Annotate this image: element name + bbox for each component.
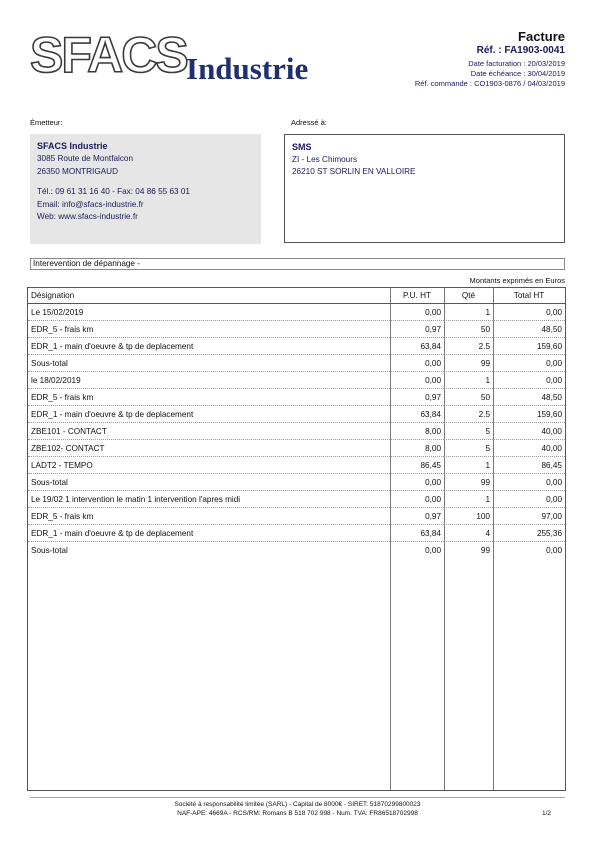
recipient-address-2: 26210 ST SORLIN EN VALLOIRE: [292, 166, 416, 176]
cell-designation: EDR_5 - frais km: [28, 389, 390, 406]
table-row: [28, 372, 565, 389]
cell-quantity: 50: [444, 389, 493, 406]
cell-total: 0,00: [493, 372, 565, 389]
table-row: [28, 321, 565, 338]
cell-quantity: 4: [444, 525, 493, 542]
cell-quantity: 50: [444, 321, 493, 338]
cell-unit-price: 0,00: [425, 545, 441, 555]
cell-quantity: 99: [480, 545, 490, 555]
cell-unit-price: 0,00: [390, 491, 444, 508]
cell-designation: EDR_1 - main d'oeuvre & tp de deplacement: [28, 525, 390, 542]
table-row: [28, 474, 565, 491]
cell-total: 97,00: [493, 508, 565, 525]
footer-legal-2: NAF-APE: 4669A - RCS/RM: Romans B 518 702 998 - Num. TVA: FR86518702998: [177, 810, 418, 817]
cell-designation: ZBE102- CONTACT: [28, 440, 390, 457]
table-row: [28, 355, 565, 372]
cell-quantity: 1: [444, 457, 493, 474]
header-total: Total HT: [493, 288, 565, 304]
table-row: [28, 525, 565, 542]
cell-designation: Sous-total: [31, 545, 68, 555]
logo-industrie-text: Industrie: [186, 51, 309, 86]
page-number: 1/2: [541, 810, 551, 817]
table-row: [28, 304, 565, 321]
cell-unit-price: 0,00: [390, 474, 444, 491]
cell-designation: EDR_5 - frais km: [28, 508, 390, 525]
cell-designation: EDR_1 - main d'oeuvre & tp de deplacement: [28, 338, 390, 355]
cell-total: 0,00: [493, 474, 565, 491]
footer-legal-1: Société à responsabilité limitée (SARL) - Capital de 8000€ - SIRET: 51870299800023: [174, 801, 421, 808]
table-row: [28, 508, 565, 525]
cell-total: 40,00: [493, 423, 565, 440]
header-designation: Désignation: [28, 288, 390, 304]
invoice-ref: Réf. : FA1903-0041: [476, 45, 565, 56]
table-row: [28, 423, 565, 440]
table-row: [28, 440, 565, 457]
cell-designation: Le 19/02 1 intervention le matin 1 intervention l'apres midi: [28, 491, 390, 508]
cell-quantity: 100: [444, 508, 493, 525]
cell-total: 159,60: [493, 338, 565, 355]
table-row: [28, 389, 565, 406]
amounts-note: Montants exprimés en Euros: [469, 276, 565, 285]
cell-total: 159,60: [493, 406, 565, 423]
emitter-address-2: 26350 MONTRIGAUD: [37, 166, 118, 176]
cell-unit-price: 63,84: [390, 525, 444, 542]
cell-total: 86,45: [493, 457, 565, 474]
table-row: [28, 338, 565, 355]
cell-designation: ZBE101 - CONTACT: [28, 423, 390, 440]
recipient-address-1: ZI - Les Chimours: [292, 155, 358, 164]
emitter-name: SFACS Industrie: [37, 141, 108, 151]
cell-designation: Sous-total: [28, 355, 390, 372]
cell-unit-price: 0,97: [390, 321, 444, 338]
cell-unit-price: 0,97: [390, 508, 444, 525]
invoice-object: Interevention de dépannage -: [30, 258, 565, 270]
cell-unit-price: 0,00: [390, 355, 444, 372]
emitter-phone: Tél.: 09 61 31 16 40 - Fax: 04 86 55 63 01: [37, 187, 190, 196]
cell-designation: Sous-total: [28, 474, 390, 491]
cell-total: 0,00: [493, 355, 565, 372]
cell-total: 48,50: [493, 321, 565, 338]
recipient-label: Adressé à:: [291, 118, 327, 127]
cell-unit-price: 0,00: [390, 304, 444, 321]
items-table: [27, 287, 566, 791]
table-row: [28, 457, 565, 474]
cell-unit-price: 0,97: [390, 389, 444, 406]
cell-quantity: 2.5: [444, 406, 493, 423]
cell-unit-price: 8,00: [390, 423, 444, 440]
cell-quantity: 1: [444, 491, 493, 508]
order-ref: Réf. commande : CO1903-0876 / 04/03/2019: [414, 79, 565, 88]
logo-sfacs-text: SFACS: [30, 27, 187, 83]
invoice-date: Date facturation : 20/03/2019: [468, 59, 565, 68]
cell-total: 255,36: [493, 525, 565, 542]
cell-quantity: 1: [444, 304, 493, 321]
cell-total: 0,00: [546, 545, 562, 555]
emitter-box: [30, 134, 261, 244]
invoice-header: [415, 29, 565, 89]
emitter-web: Web: www.sfacs-industrie.fr: [37, 212, 138, 221]
cell-total: 0,00: [493, 304, 565, 321]
cell-unit-price: 8,00: [390, 440, 444, 457]
cell-designation: LADT2 - TEMPO: [28, 457, 390, 474]
header-quantity: Qté: [444, 288, 493, 304]
cell-unit-price: 63,84: [390, 338, 444, 355]
table-row: [28, 406, 565, 423]
cell-designation: EDR_5 - frais km: [28, 321, 390, 338]
cell-total: 0,00: [493, 491, 565, 508]
cell-quantity: 5: [444, 423, 493, 440]
emitter-address-1: 3085 Route de Montfalcon: [37, 154, 134, 163]
cell-quantity: 5: [444, 440, 493, 457]
document-title: Facture: [518, 29, 565, 44]
table-row: [28, 542, 565, 559]
cell-designation: le 18/02/2019: [28, 372, 390, 389]
cell-quantity: 99: [444, 474, 493, 491]
cell-unit-price: 0,00: [390, 372, 444, 389]
cell-designation: EDR_1 - main d'oeuvre & tp de deplacement: [28, 406, 390, 423]
recipient-box: [284, 134, 565, 243]
due-date: Date échéance : 30/04/2019: [470, 69, 565, 78]
table-header-row: [28, 288, 565, 304]
cell-quantity: 2.5: [444, 338, 493, 355]
recipient-name: SMS: [292, 142, 312, 152]
cell-designation: Le 15/02/2019: [28, 304, 390, 321]
cell-unit-price: 86,45: [390, 457, 444, 474]
company-logo: [30, 27, 320, 90]
cell-total: 48,50: [493, 389, 565, 406]
cell-unit-price: 63,84: [390, 406, 444, 423]
cell-quantity: 99: [444, 355, 493, 372]
footer-divider: [30, 797, 565, 798]
table-row: [28, 491, 565, 508]
cell-quantity: 1: [444, 372, 493, 389]
emitter-email: Email: info@sfacs-industrie.fr: [37, 199, 144, 209]
emitter-label: Émetteur:: [30, 118, 63, 127]
cell-total: 40,00: [493, 440, 565, 457]
header-unit-price: P.U. HT: [390, 288, 444, 304]
